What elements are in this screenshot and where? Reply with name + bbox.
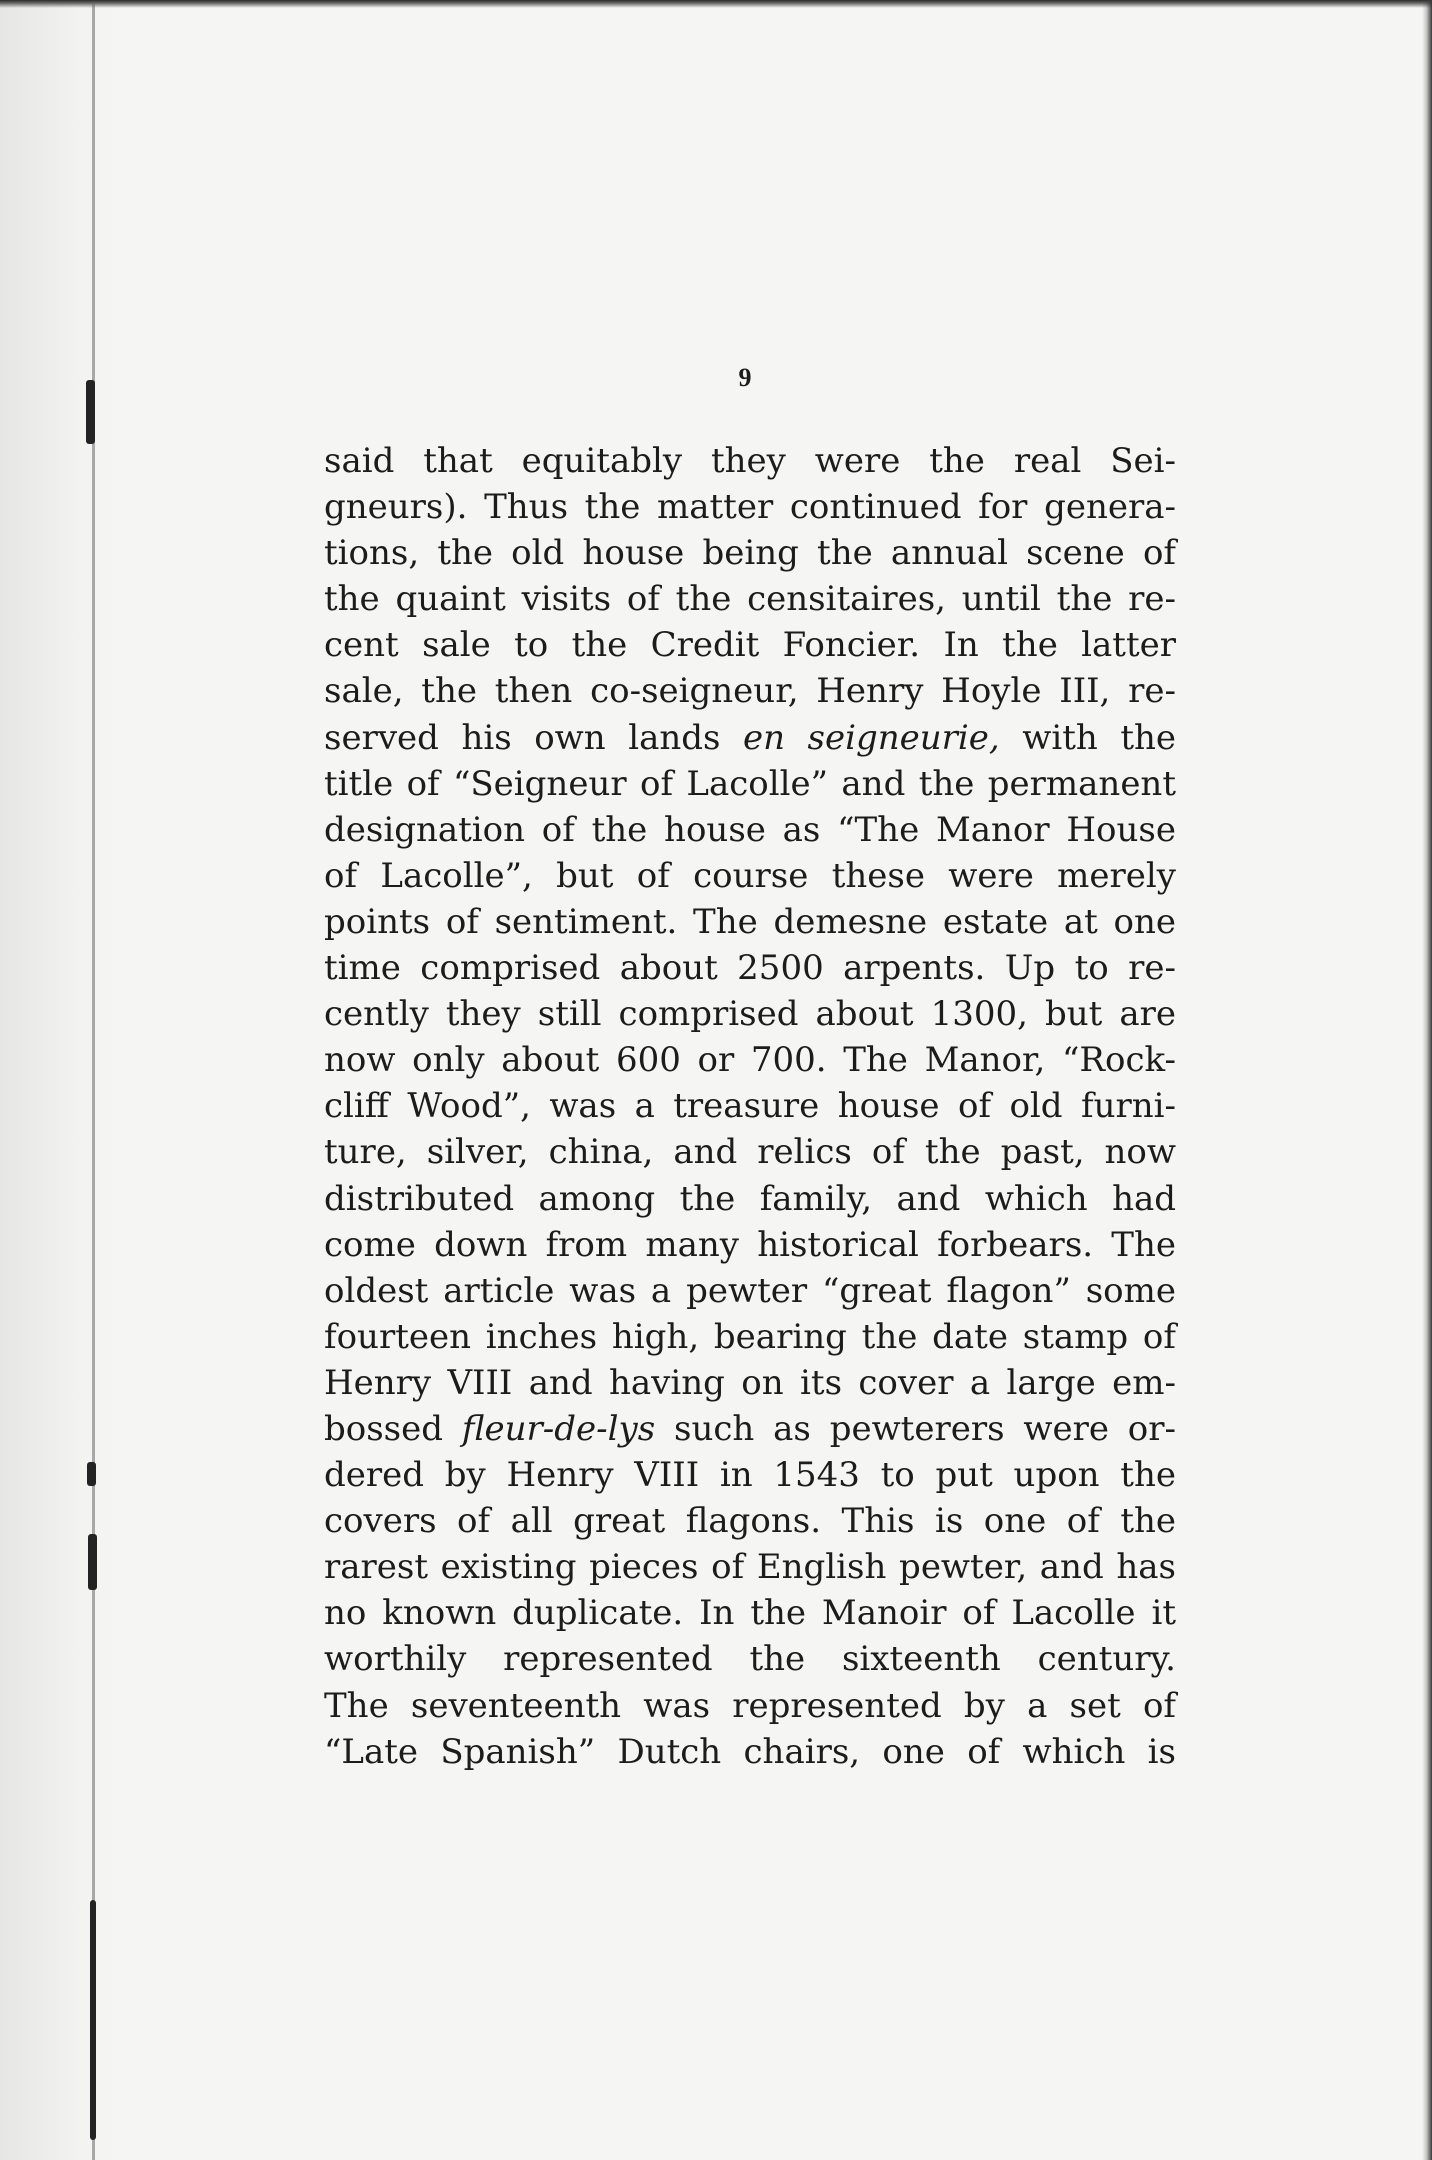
text-segment: title of “Seigneur of Lacolle” and the permanent xyxy=(324,763,1176,804)
binding-stitch-mark xyxy=(86,380,95,444)
text-line xyxy=(324,1590,1176,1636)
text-segment: of Lacolle”, but of course these were merely xyxy=(324,855,1176,896)
text-line xyxy=(324,1176,1176,1222)
text-segment: The seventeenth was represented by a set of xyxy=(324,1685,1176,1726)
text-line xyxy=(324,761,1176,807)
text-line xyxy=(324,1544,1176,1590)
text-segment: points of sentiment. The demesne estate at one xyxy=(324,901,1176,942)
text-line xyxy=(324,1452,1176,1498)
text-segment: Henry VIII and having on its cover a large em- xyxy=(324,1362,1176,1403)
text-segment: with the xyxy=(999,717,1176,758)
text-segment: cent sale to the Credit Foncier. In the latter xyxy=(324,625,1176,666)
binding-gutter xyxy=(0,0,120,2160)
binding-stitch-mark xyxy=(87,1462,96,1486)
text-line xyxy=(324,1636,1176,1682)
text-line xyxy=(324,807,1176,853)
italic-phrase: en seigneurie, xyxy=(742,717,1000,758)
page-right-edge xyxy=(1422,0,1432,2160)
text-line xyxy=(324,1222,1176,1268)
text-line xyxy=(324,1083,1176,1129)
text-segment: served his own lands xyxy=(324,717,743,758)
body-text xyxy=(324,438,1176,1775)
text-line xyxy=(324,853,1176,899)
text-line xyxy=(324,1037,1176,1083)
text-segment: covers of all great flagons. This is one of the xyxy=(324,1501,1176,1542)
page-top-edge xyxy=(0,0,1432,8)
text-segment: distributed among the family, and which had xyxy=(324,1178,1176,1219)
text-segment: come down from many historical forbears. The xyxy=(324,1224,1176,1265)
text-line xyxy=(324,668,1176,714)
text-line xyxy=(324,1129,1176,1175)
binding-stitch-mark xyxy=(88,1534,97,1590)
text-line xyxy=(324,991,1176,1037)
text-line xyxy=(324,1314,1176,1360)
text-line xyxy=(324,622,1176,668)
text-segment: ture, silver, china, and relics of the past, now xyxy=(324,1132,1176,1173)
text-line xyxy=(324,715,1176,761)
text-segment: worthily represented the sixteenth century. xyxy=(324,1639,1176,1680)
text-line xyxy=(324,530,1176,576)
text-segment: “Late Spanish” Dutch chairs, one of which is xyxy=(324,1731,1176,1772)
text-segment: fourteen inches high, bearing the date stamp of xyxy=(324,1316,1176,1357)
text-segment: oldest article was a pewter “great flagon” some xyxy=(324,1270,1176,1311)
binding-stitch-mark xyxy=(90,1900,96,2140)
binding-edge-line xyxy=(92,0,95,2160)
text-segment: tions, the old house being the annual scene of xyxy=(324,533,1176,574)
text-line xyxy=(324,1406,1176,1452)
page-number: 9 xyxy=(738,363,752,392)
text-segment: the quaint visits of the censitaires, until the re- xyxy=(324,579,1176,620)
text-line xyxy=(324,1498,1176,1544)
text-line xyxy=(324,576,1176,622)
text-line xyxy=(324,1360,1176,1406)
text-segment: such as pewterers were or- xyxy=(655,1408,1177,1449)
text-segment: gneurs). Thus the matter continued for genera- xyxy=(324,487,1176,528)
text-segment: cliff Wood”, was a treasure house of old furni- xyxy=(324,1086,1176,1127)
text-line xyxy=(324,438,1176,484)
text-segment: said that equitably they were the real Sei- xyxy=(324,441,1176,481)
text-line xyxy=(324,484,1176,530)
italic-phrase: fleur-de-lys xyxy=(461,1408,656,1449)
text-segment: no known duplicate. In the Manoir of Lacolle it xyxy=(324,1593,1176,1634)
text-segment: bossed xyxy=(324,1408,462,1449)
text-segment: cently they still comprised about 1300, but are xyxy=(324,994,1176,1035)
text-line xyxy=(324,945,1176,991)
text-segment: rarest existing pieces of English pewter, and has xyxy=(324,1547,1176,1588)
text-line xyxy=(324,899,1176,945)
text-segment: time comprised about 2500 arpents. Up to re- xyxy=(324,948,1176,989)
text-segment: dered by Henry VIII in 1543 to put upon the xyxy=(324,1455,1176,1496)
text-line xyxy=(324,1268,1176,1314)
text-line xyxy=(324,1683,1176,1729)
text-segment: designation of the house as “The Manor House xyxy=(324,809,1176,850)
text-segment: now only about 600 or 700. The Manor, “Rock- xyxy=(324,1040,1176,1081)
text-line xyxy=(324,1729,1176,1775)
text-segment: sale, the then co-seigneur, Henry Hoyle III, re- xyxy=(324,671,1176,712)
